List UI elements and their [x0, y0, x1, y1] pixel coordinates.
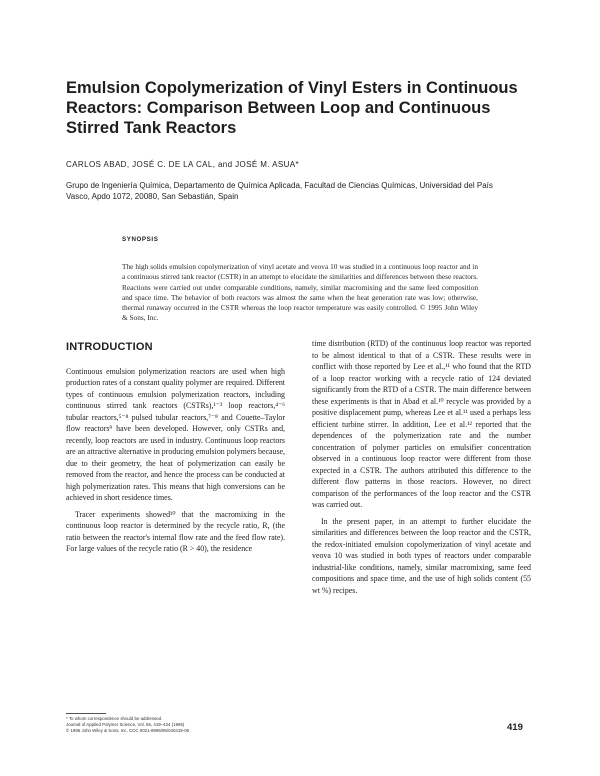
intro-paragraph-1: Continuous emulsion polymerization reactors are used when high production rates of a constant quality polymer are required. Different types of continuous emulsion polymerization reactors, including continuous stirred tank reactors (CSTRs),¹⁻³ loop reactors,⁴⁻⁶ tubular reactors,⁵⁻⁸ pulsed tubular reactors,⁷⁻⁸ and Couette–Taylor flow reactors⁹ have been developed. However, only CSTRs and, recently, loop reactors are used in industry. Continuous loop reactors are an attractive alternative in producing emulsion polymers because, due to their geometry, the heat of polymerization can easily be removed from the reactor, and hence the process can be conducted at high polymerization rates. This means that high conversions can be achieved in short residence times.: [66, 366, 285, 502]
author-list: CARLOS ABAD, JOSÉ C. DE LA CAL, and JOSÉ M. ASUA*: [66, 160, 300, 169]
correspondence-note: * To whom correspondence should be addressed.: [66, 716, 163, 721]
intro-paragraph-2: Tracer experiments showed¹⁰ that the macromixing in the continuous loop reactor is determined by the recycle ratio, R, (the ratio between the reactor's internal flow rate and the feed flow rate). For large values of the recycle ratio (R > 40), the residence: [66, 509, 285, 553]
copyright-line: © 1995 John Wiley & Sons, Inc. CCC 0021-8995/95/040419-06: [66, 728, 190, 734]
synopsis-text: The high solids emulsion copolymerization of vinyl acetate and veova 10 was studied in a continuous loop reactor and in a continuous stirred tank reactor (CSTR) in an attempt to elucidate the similarities and differences between these reactors. Reactions were carried out under comparable conditions, namely, similar macromixing and the same feed composition and space time. The behavior of both reactors was almost the same when the heat generation rate was low; otherwise, thermal runaway occurred in the CSTR whereas the loop reactor temperature was easily controlled. © 1995 John Wiley & Sons, Inc.: [122, 262, 478, 323]
intro-paragraph-4: In the present paper, in an attempt to further elucidate the similarities and differences between the loop reactor and the CSTR, the redox-initiated emulsion copolymerization of vinyl acetate and veova 10 was studied in both types of reactors under comparable industrial-like conditions, namely, similar macromixing, same feed compositions and space time, and the use of high solids content (55 wt %) recipes.: [312, 516, 531, 595]
journal-citation: Journal of Applied Polymer Science, Vol. 56, 419–424 (1995): [66, 722, 185, 728]
synopsis-heading: SYNOPSIS: [122, 236, 159, 243]
intro-paragraph-3: time distribution (RTD) of the continuous loop reactor was reported to be almost identical to that of a CSTR. These results were in conflict with those reported by Lee et al.,¹¹ who found that the RTD of a loop reactor working with a recycle ratio of 124 deviated significantly from the RTD of a CSTR. The main difference between these experiments is that in Abad et al.¹⁰ recycle was provided by a positive displacement pump, whereas Lee et al.¹¹ used a perhaps less efficient turbine stirrer. In addition, Lee et al.¹² reported that the dependences of the polymerization rate and the number concentration of polymer particles on emulsifier concentration observed in a continuous loop reactor were different from those expected in a CSTR. The authors attributed this difference to the different flow patterns in those reactors. However, no direct comparison of the performances of the loop reactor and the CSTR was carried out.: [312, 339, 531, 509]
left-column: [66, 338, 285, 560]
footnotes: [66, 716, 285, 735]
article-title: Emulsion Copolymerization of Vinyl Esters in Continuous Reactors: Comparison Between Loop and Continuous Stirred Tank Reactors: [66, 79, 518, 137]
right-column: [312, 338, 531, 601]
page-number: 419: [507, 722, 523, 733]
affiliation: Grupo de Ingeniería Química, Departamento de Química Aplicada, Facultad de Ciencias Químicas, Universidad del País Vasco, Apdo 1072, 20080, San Sebastián, Spain: [66, 181, 493, 201]
introduction-heading: INTRODUCTION: [66, 341, 153, 353]
footnote-rule: [66, 713, 106, 714]
